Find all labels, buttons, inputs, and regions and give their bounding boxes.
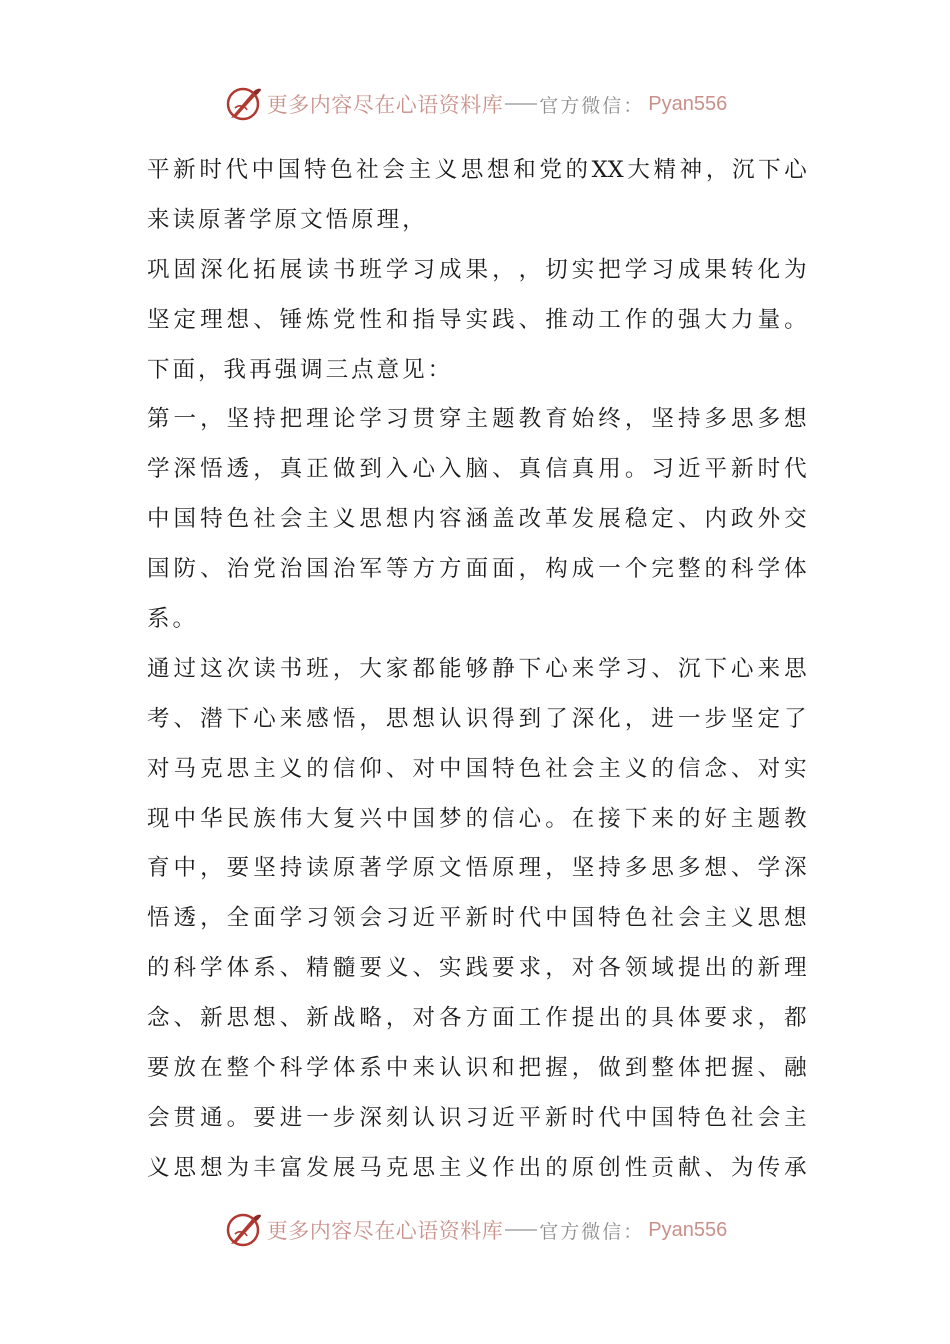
header-watermark: [0, 84, 950, 124]
text-line: 育 中 ， 要 坚 持 读 原 著 学 原 文 悟 原 理 ， 坚 持 多 思 多 想 、 学 深: [147, 855, 807, 882]
text-line: 会 贯 通 。 要 进 一 步 深 刻 认 识 习 近 平 新 时 代 中 国 特 色 社 会 主: [147, 1104, 807, 1131]
text-line: 下 面 ， 我 再 强 调 三 点 意 见 ：: [147, 356, 454, 383]
footer-official-text: 官方微信：: [539, 1220, 645, 1243]
text-line: 平 新 时 代 中 国 特 色 社 会 主 义 思 想 和 党 的 XX 大 精 神 ， 沉 下 心: [147, 157, 807, 183]
footer-brand-text: 更多内容尽在心语资料库: [266, 1219, 504, 1243]
quill-logo-icon: [223, 84, 263, 124]
text-line: 念 、 新 思 想 、 新 战 略 ， 对 各 方 面 工 作 提 出 的 具 体 要 求 ， 都: [147, 1005, 807, 1032]
text-line: 悟 透 ， 全 面 学 习 领 会 习 近 平 新 时 代 中 国 特 色 社 会 主 义 思 想: [147, 905, 807, 932]
text-line: 要 放 在 整 个 科 学 体 系 中 来 认 识 和 把 握 ， 做 到 整 体 把 握 、 融: [147, 1055, 807, 1082]
text-line: 对 马 克 思 主 义 的 信 仰 、 对 中 国 特 色 社 会 主 义 的 信 念 、 对 实: [147, 755, 807, 782]
quill-logo-icon: [223, 1210, 263, 1250]
text-line: 坚 定 理 想 、 锤 炼 党 性 和 指 导 实 践 、 推 动 工 作 的 强 大 力 量 。: [147, 306, 807, 333]
text-line: 现 中 华 民 族 伟 大 复 兴 中 国 梦 的 信 心 。 在 接 下 来 的 好 主 题 教: [147, 805, 807, 832]
text-line: 的 科 学 体 系 、 精 髓 要 义 、 实 践 要 求 ， 对 各 领 域 提 出 的 新 理: [147, 955, 807, 982]
text-line: 国 防 、 治 党 治 国 治 军 等 方 方 面 面 ， 构 成 一 个 完 整 的 科 学 体: [147, 556, 807, 583]
text-line: 通 过 这 次 读 书 班 ， 大 家 都 能 够 静 下 心 来 学 习 、 沉 下 心 来 思: [147, 655, 807, 682]
text-line: 第 一 ， 坚 持 把 理 论 学 习 贯 穿 主 题 教 育 始 终 ， 坚 持 多 思 多 想: [147, 406, 807, 433]
footer-wechat-id: Pyan556: [648, 1218, 728, 1241]
footer-dash: [505, 1229, 537, 1231]
text-line: 中 国 特 色 社 会 主 义 思 想 内 容 涵 盖 改 革 发 展 稳 定 、 内 政 外 交: [147, 506, 807, 533]
document-body: [147, 146, 807, 1194]
header-dash: [505, 103, 537, 105]
text-line: 考 、 潜 下 心 来 感 悟 ， 思 想 认 识 得 到 了 深 化 ， 进 一 步 坚 定 了: [147, 705, 807, 732]
header-wechat-id: Pyan556: [648, 92, 728, 115]
text-line: 学 深 悟 透 ， 真 正 做 到 入 心 入 脑 、 真 信 真 用 。 习 近 平 新 时 代: [147, 456, 807, 483]
header-official-text: 官方微信：: [539, 94, 645, 117]
text-line: 系 。: [147, 606, 199, 633]
text-line: 义 思 想 为 丰 富 发 展 马 克 思 主 义 作 出 的 原 创 性 贡 献 、 为 传 承: [147, 1154, 807, 1181]
text-line: 巩 固 深 化 拓 展 读 书 班 学 习 成 果 ， ， 切 实 把 学 习 成 果 转 化 为: [147, 256, 807, 283]
header-brand-text: 更多内容尽在心语资料库: [266, 93, 504, 117]
text-line: 来 读 原 著 学 原 文 悟 原 理 ，: [147, 206, 428, 233]
footer-watermark: [0, 1210, 950, 1250]
